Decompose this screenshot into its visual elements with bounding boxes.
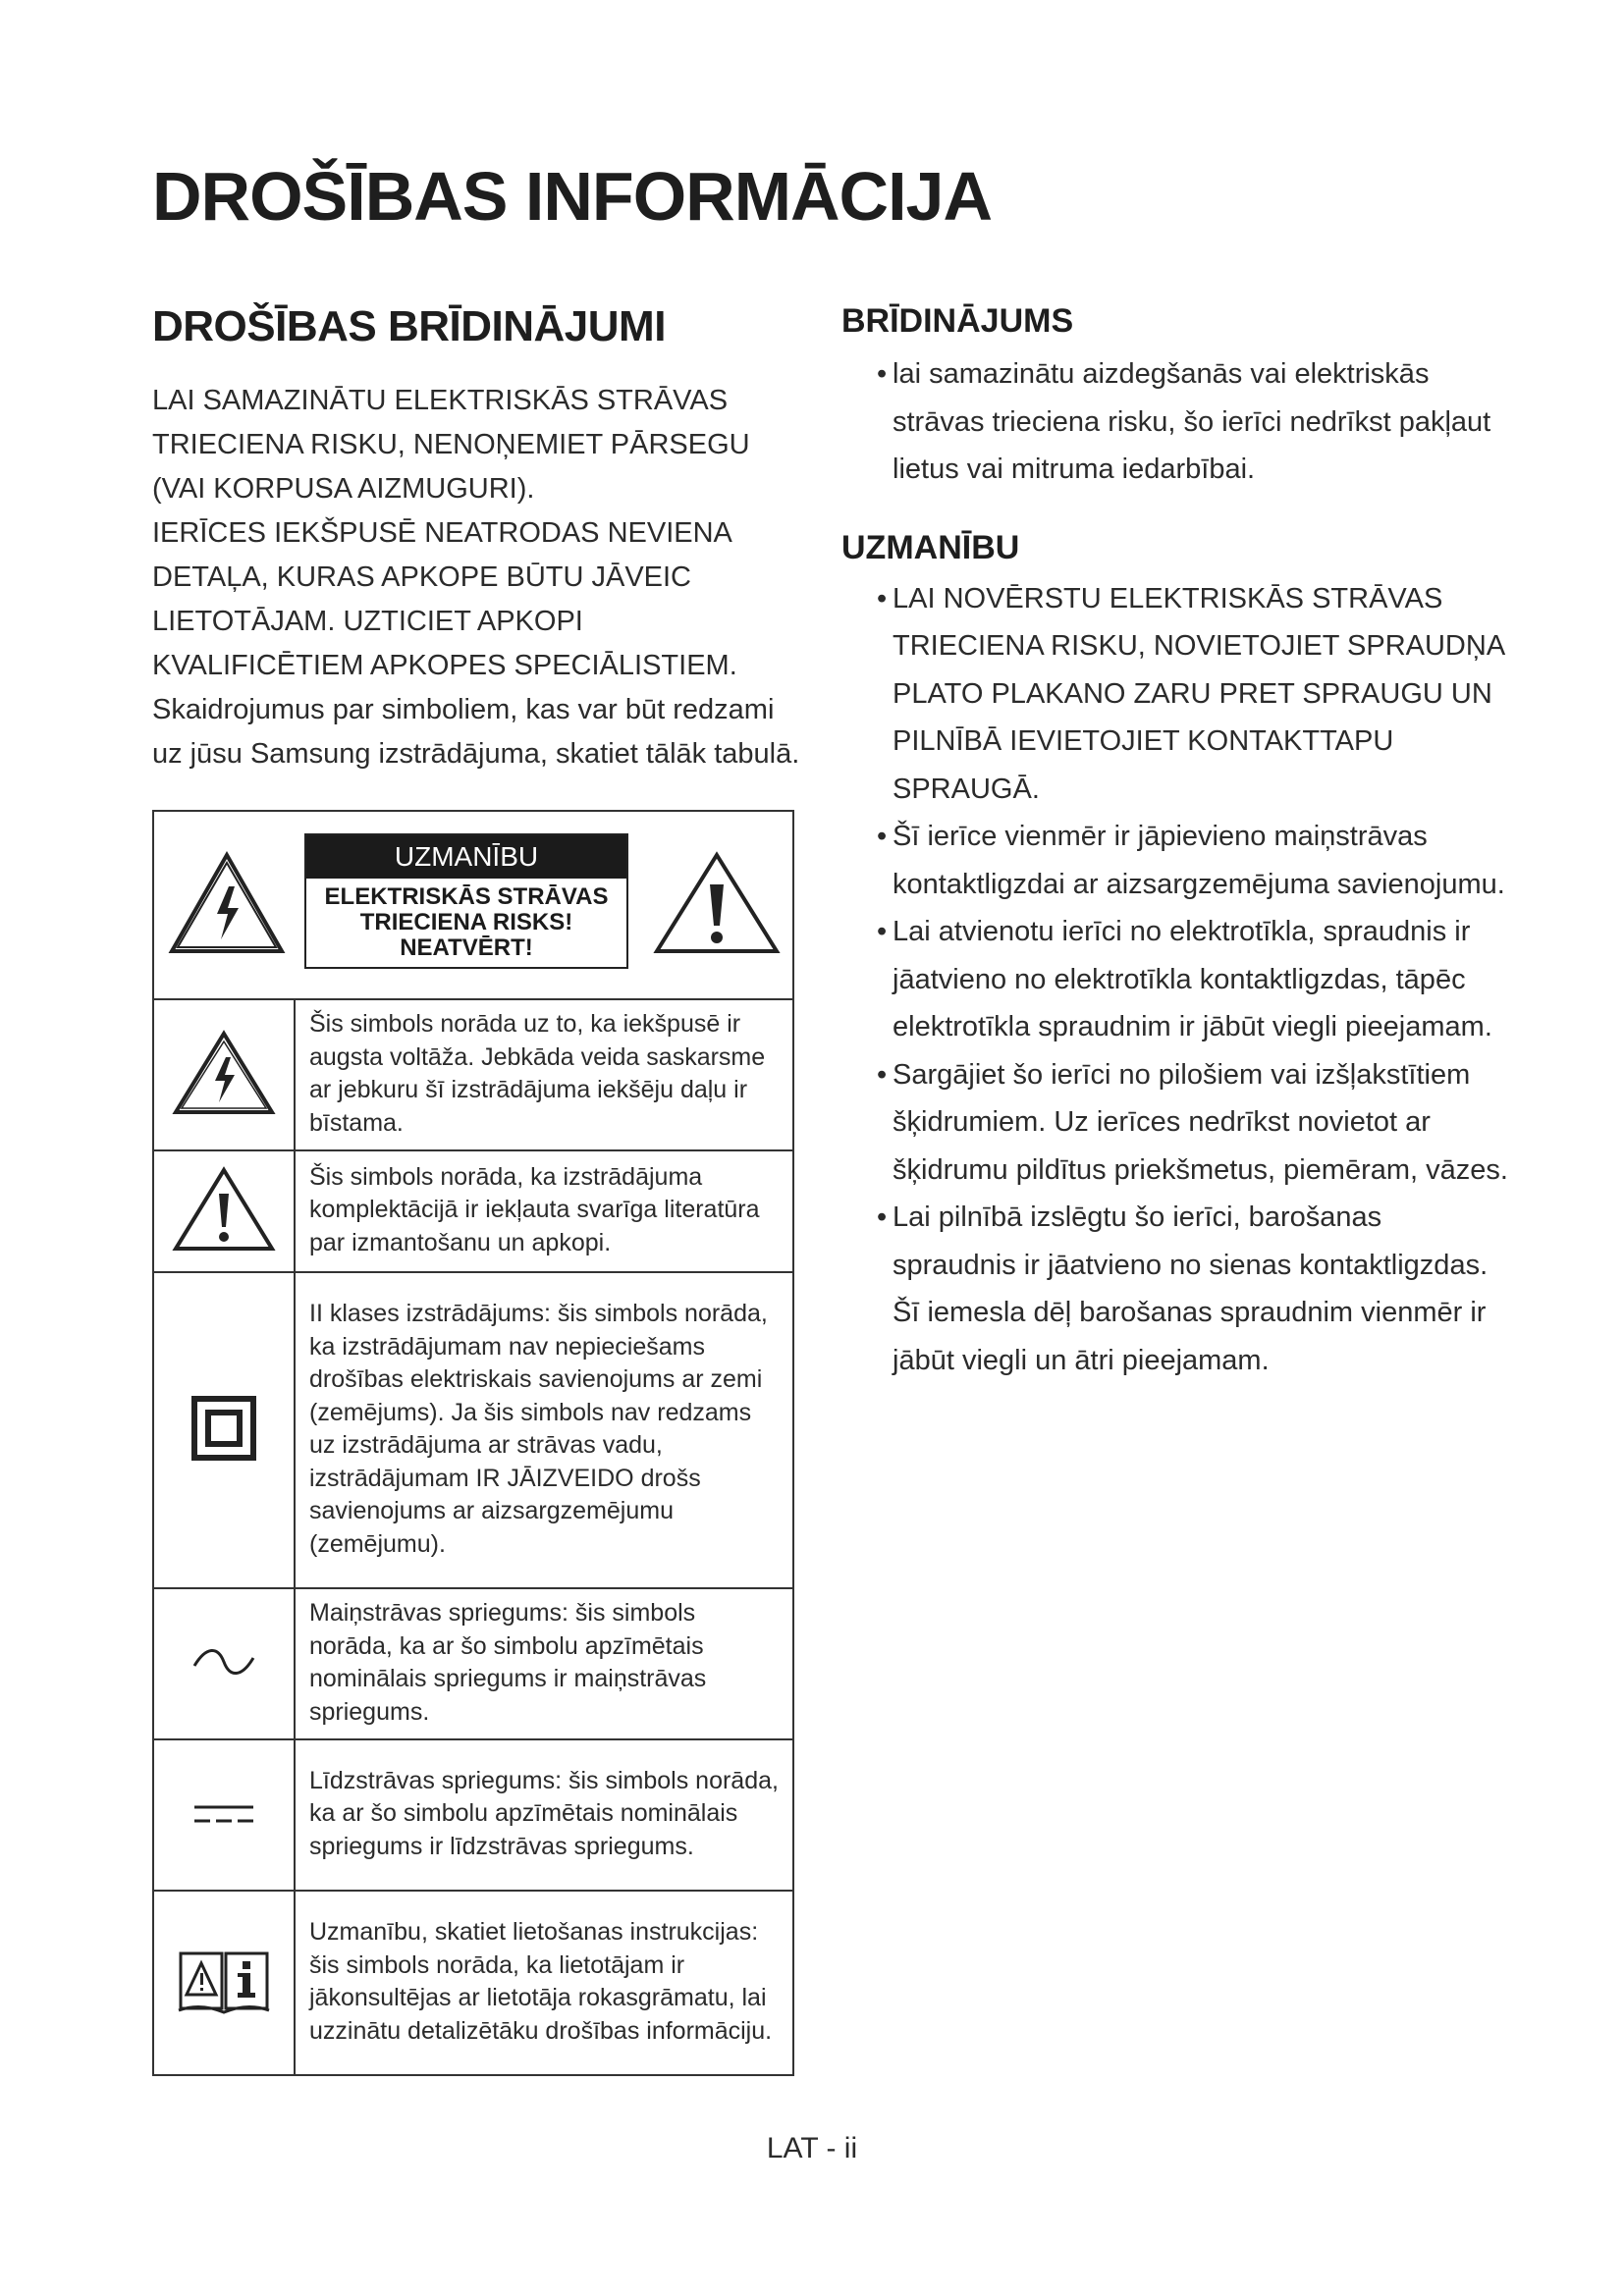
warning-label	[304, 833, 628, 969]
exclamation-triangle-icon	[651, 849, 783, 962]
intro-text	[152, 379, 800, 776]
caution-heading: UZMANĪBU	[841, 528, 1020, 566]
manual-book-icon	[175, 2003, 273, 2020]
symbols-table	[152, 810, 794, 2076]
warning-label-row	[153, 811, 793, 999]
intro-paragraph: IERĪCES IEKŠPUSĒ NEATRODAS NEVIENA DETAĻA, KURAS APKOPE BŪTU JĀVEIC LIETOTĀJAM. UZTICIET APKOPI KVALIFICĒTIEM APKOPES SPECIĀLISTIEM.	[152, 517, 737, 681]
warning-label-header: UZMANĪBU	[306, 835, 626, 879]
list-item: • Šī ierīce vienmēr ir jāpievieno maiņstrāvas kontaktligzdai ar aizsargzemējuma savienojumu.	[841, 813, 1509, 908]
symbol-description: Šis simbols norāda, ka izstrādājuma komplektācijā ir iekļauta svarīga literatūra par izmantošanu un apkopi.	[309, 1162, 760, 1256]
page-title: DROŠĪBAS INFORMĀCIJA	[152, 158, 993, 235]
warning-label-line: ELEKTRISKĀS STRĀVAS	[324, 883, 609, 910]
left-column	[152, 302, 800, 776]
list-item: • LAI NOVĒRSTU ELEKTRISKĀS STRĀVAS TRIECIENA RISKU, NOVIETOJIET SPRAUDŅA PLATO PLAKANO ZARU PRET SPRAUGU UN PILNĪBĀ IEVIETOJIET KONTAKTTAPU SPRAUGĀ.	[841, 575, 1509, 814]
symbol-description: Uzmanību, skatiet lietošanas instrukcijas: šis simbols norāda, ka lietotājam ir jākonsultējas ar lietotāja rokasgrāmatu, lai uzzinātu detalizētāku drošības informāciju.	[309, 1918, 773, 2045]
symbol-row	[153, 1272, 793, 1588]
intro-paragraph: LAI SAMAZINĀTU ELEKTRISKĀS STRĀVAS TRIECIENA RISKU, NENOŅEMIET PĀRSEGU (VAI KORPUSA AIZMUGURI).	[152, 385, 750, 505]
list-item: • Lai pilnībā izslēgtu šo ierīci, barošanas spraudnis ir jāatvieno no sienas kontaktligzdas. Šī iemesla dēļ barošanas spraudnim vienmēr ir jābūt viegli un ātri pieejamam.	[841, 1194, 1509, 1384]
warning-label-line: TRIECIENA RISKS!	[359, 909, 573, 935]
symbol-description: Maiņstrāvas spriegums: šis simbols norāda, ka ar šo simbolu apzīmētais nominālais spriegums ir maiņstrāvas spriegums.	[309, 1599, 707, 1726]
symbol-description: Šis simbols norāda uz to, ka iekšpusē ir augsta voltāža. Jebkāda veida saskarsme ar jebkuru šī izstrādājuma iekšēju daļu ir bīstama.	[309, 1010, 766, 1137]
symbol-row	[153, 1150, 793, 1272]
right-column	[841, 302, 1509, 1384]
warning-label-line: NEATVĒRT!	[400, 934, 533, 961]
list-item: • lai samazinātu aizdegšanās vai elektriskās strāvas trieciena risku, šo ierīci nedrīkst pakļaut lietus vai mitruma iedarbībai.	[841, 350, 1509, 494]
symbol-row	[153, 999, 793, 1150]
lightning-triangle-icon	[166, 849, 288, 962]
symbol-description: II klases izstrādājums: šis simbols norāda, ka izstrādājumam nav nepieciešams drošības elektriskais savienojums ar zemi (zemējums). Ja šis simbols nav redzams uz izstrādājuma ar strāvas vadu, izstrādājumam IR JĀIZVEIDO drošs savienojums ar aizsargzemējumu (zemējumu).	[309, 1300, 768, 1558]
ac-wave-icon	[185, 1669, 263, 1685]
symbol-row	[153, 1739, 793, 1891]
dc-lines-icon	[185, 1820, 263, 1837]
caution-list	[841, 575, 1509, 1385]
exclamation-triangle-icon	[170, 1242, 278, 1258]
list-item: • Sargājiet šo ierīci no pilošiem vai izšļakstītiem šķidrumiem. Uz ierīces nedrīkst novietot ar šķidrumu pildītus priekšmetus, piemēram, vāzes.	[841, 1051, 1509, 1195]
symbol-row	[153, 1588, 793, 1739]
symbol-description: Līdzstrāvas spriegums: šis simbols norāda, ka ar šo simbolu apzīmētais nominālais spriegums ir līdzstrāvas spriegums.	[309, 1766, 779, 1860]
double-square-icon	[185, 1455, 263, 1471]
safety-warnings-heading: DROŠĪBAS BRĪDINĀJUMI	[152, 302, 666, 350]
lightning-triangle-icon	[170, 1105, 278, 1122]
warning-list	[841, 350, 1509, 494]
warning-heading: BRĪDINĀJUMS	[841, 302, 1074, 340]
symbol-row	[153, 1891, 793, 2075]
page-number: LAT - ii	[766, 2132, 858, 2164]
list-item: • Lai atvienotu ierīci no elektrotīkla, spraudnis ir jāatvieno no elektrotīkla kontaktligzdas, tāpēc elektrotīkla spraudnim ir jābūt viegli pieejamam.	[841, 908, 1509, 1051]
intro-paragraph: Skaidrojumus par simboliem, kas var būt redzami uz jūsu Samsung izstrādājuma, skatiet tālāk tabulā.	[152, 694, 800, 770]
